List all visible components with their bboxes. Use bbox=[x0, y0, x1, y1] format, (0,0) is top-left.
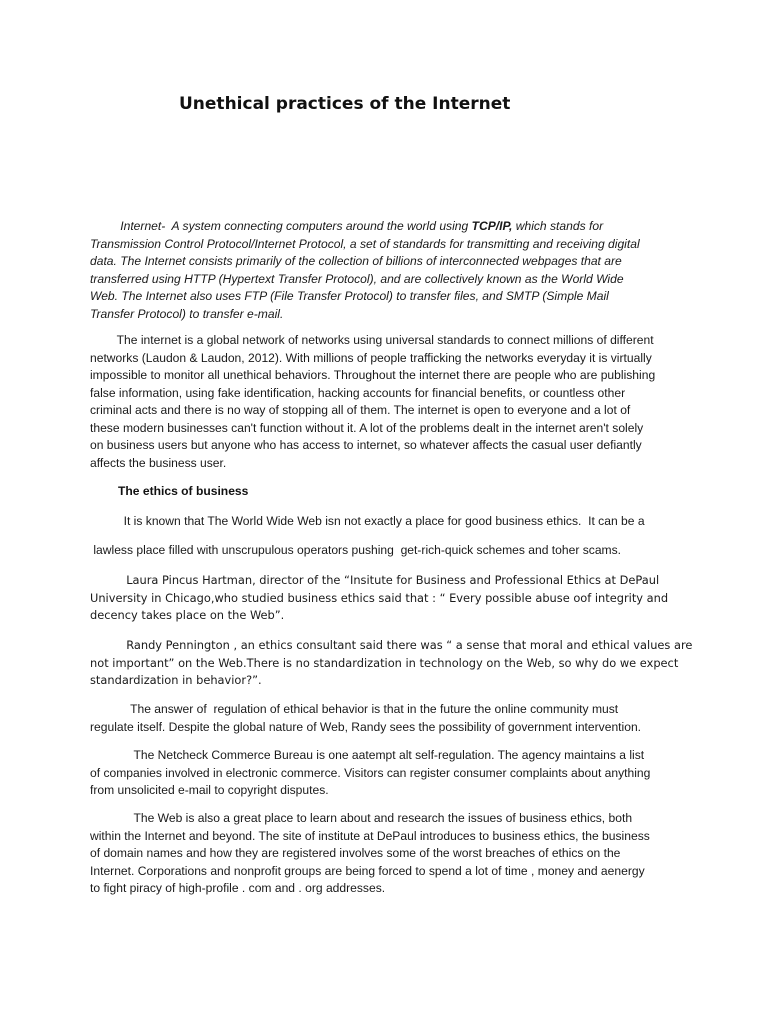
lawless-line: lawless place filled with unscrupulous operators pushing get-rich-quick schemes and toher scams. bbox=[90, 543, 622, 557]
netcheck-line-2: of companies involved in electronic commerce. Visitors can register consumer complaints about anything bbox=[90, 765, 651, 780]
intro-paragraph bbox=[90, 218, 690, 323]
internet-line-2: networks (Laudon & Laudon, 2012). With millions of people trafficking the networks everyday it is virtually bbox=[90, 350, 652, 365]
internet-line-6: these modern businesses can't function without it. A lot of the problems dealt in the internet aren't solely bbox=[90, 420, 644, 435]
internet-line-1: The internet is a global network of networks using universal standards to connect millions of different bbox=[90, 333, 654, 347]
known-line: It is known that The World Wide Web isn not exactly a place for good business ethics. It can be a bbox=[90, 514, 645, 528]
laura-paragraph bbox=[90, 572, 690, 625]
randy-line-2: not important” on the Web.There is no standardization in technology on the Web, so why do we expect bbox=[90, 655, 679, 670]
known-paragraph bbox=[90, 513, 690, 531]
intro-line-3: data. The Internet consists primarily of the collection of billions of interconnected webpages that are bbox=[90, 254, 622, 268]
lawless-paragraph bbox=[90, 542, 690, 560]
internet-line-4: false information, using fake identification, hacking accounts for financial benefits, or countless other bbox=[90, 385, 626, 400]
answer-line-1: The answer of regulation of ethical behavior is that in the future the online community must bbox=[90, 702, 619, 716]
internet-line-5: criminal acts and there is no way of stopping all of them. The internet is open to everyone and a lot of bbox=[90, 403, 631, 417]
laura-line-1: Laura Pincus Hartman, director of the “Insitute for Business and Professional Ethics at DePaul bbox=[90, 573, 660, 587]
web-paragraph bbox=[90, 810, 690, 898]
randy-paragraph bbox=[90, 637, 693, 690]
netcheck-line-1: The Netcheck Commerce Bureau is one aatempt alt self-regulation. The agency maintains a list bbox=[90, 748, 645, 762]
internet-line-7: on business users but anyone who has access to internet, so whatever affects the casual user defiantly bbox=[90, 438, 642, 452]
internet-line-3: impossible to monitor all unethical behaviors. Throughout the internet there are people who are publishing bbox=[90, 368, 656, 382]
tcp-ip-term: TCP/IP, bbox=[471, 219, 513, 233]
web-line-4: Internet. Corporations and nonprofit groups are being forced to spend a lot of time , money and aenergy bbox=[90, 863, 645, 878]
answer-line-2: regulate itself. Despite the global nature of Web, Randy sees the possibility of government intervention. bbox=[90, 719, 642, 734]
web-line-5: to fight piracy of high-profile . com and . org addresses. bbox=[90, 881, 386, 895]
intro-line-2: Transmission Control Protocol/Internet Protocol, a set of standards for transmitting and receiving digital bbox=[90, 236, 640, 251]
netcheck-line-3: from unsolicited e-mail to copyright disputes. bbox=[90, 783, 329, 797]
randy-line-1: Randy Pennington , an ethics consultant said there was “ a sense that moral and ethical values are bbox=[90, 638, 693, 652]
intro-line-1-text: Internet- A system connecting computers around the world using bbox=[90, 219, 472, 233]
laura-line-3: decency takes place on the Web”. bbox=[90, 608, 285, 622]
intro-line-4: transferred using HTTP (Hypertext Transfer Protocol), and are collectively known as the World Wide bbox=[90, 271, 624, 286]
netcheck-paragraph bbox=[90, 747, 690, 800]
intro-line-6: Transfer Protocol) to transfer e-mail. bbox=[90, 306, 284, 321]
ethics-heading: The ethics of business bbox=[118, 484, 249, 498]
document-title: Unethical practices of the Internet bbox=[179, 94, 511, 114]
intro-line-5: Web. The Internet also uses FTP (File Transfer Protocol) to transfer files, and SMTP (Simple Mail bbox=[90, 289, 609, 303]
answer-paragraph bbox=[90, 701, 690, 736]
web-line-2: within the Internet and beyond. The site of institute at DePaul introduces to business ethics, the business bbox=[90, 828, 650, 843]
randy-line-3: standardization in behavior?”. bbox=[90, 673, 262, 687]
internet-line-8: affects the business user. bbox=[90, 455, 227, 470]
web-line-1: The Web is also a great place to learn about and research the issues of business ethics, both bbox=[90, 811, 633, 825]
intro-line-1-tail: which stands for bbox=[512, 219, 604, 233]
web-line-3: of domain names and how they are registered involves some of the worst breaches of ethics on the bbox=[90, 846, 621, 860]
laura-line-2: University in Chicago,who studied business ethics said that : “ Every possible abuse oof integrity and bbox=[90, 590, 669, 605]
intro-line-1 bbox=[90, 218, 690, 236]
internet-paragraph bbox=[90, 332, 690, 472]
